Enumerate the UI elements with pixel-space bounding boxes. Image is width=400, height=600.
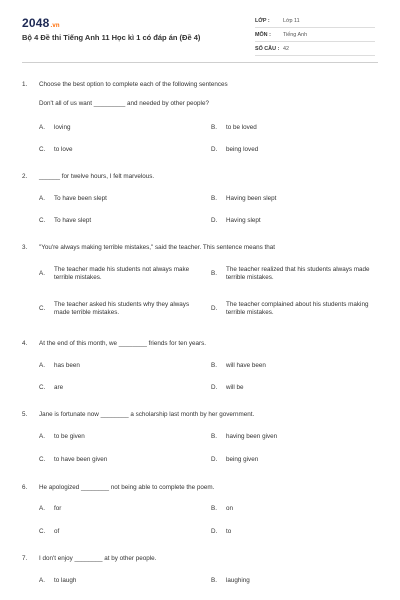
question-number: 5.	[22, 411, 28, 418]
option-a[interactable]	[39, 266, 209, 284]
meta-key: SỐ CÂU :	[255, 46, 280, 52]
option-text: having been given	[226, 433, 278, 440]
option-text: to be given	[54, 433, 85, 440]
option-text: to	[226, 528, 232, 535]
option-text: The teacher made his students not always make terrible mistakes.	[54, 266, 190, 281]
option-letter: D.	[211, 456, 218, 463]
question-subtext: Don't all of us want _________ and needed by other people?	[39, 100, 209, 107]
option-letter: A.	[39, 362, 45, 369]
option-letter: D.	[211, 384, 218, 391]
option-text: The teacher realized that his students always made terrible mistakes.	[226, 266, 370, 281]
option-text: for	[54, 505, 62, 512]
option-text: will be	[226, 384, 244, 391]
option-letter: D.	[211, 305, 218, 312]
option-letter: B.	[211, 505, 217, 512]
question-number: 4.	[22, 340, 28, 347]
option-text: To have been slept	[54, 195, 107, 202]
logo-suffix: .vn	[50, 23, 60, 29]
logo-text: 2048	[22, 16, 50, 30]
question-number: 6.	[22, 484, 28, 491]
option-text: are	[54, 384, 64, 391]
option-letter: A.	[39, 124, 45, 131]
question-text: He apologized ________ not being able to complete the poem.	[39, 484, 215, 491]
option-text: loving	[54, 124, 71, 131]
option-text: to love	[54, 146, 73, 153]
option-text: Having been slept	[226, 195, 277, 202]
question-number: 3.	[22, 244, 28, 251]
option-letter: B.	[211, 270, 217, 277]
option-letter: A.	[39, 577, 45, 584]
meta-key: LỚP :	[255, 18, 270, 24]
option-text: has been	[54, 362, 80, 369]
site-logo[interactable]	[22, 16, 60, 30]
option-letter: A.	[39, 270, 45, 277]
option-text: being loved	[226, 146, 259, 153]
meta-question-count	[255, 44, 375, 56]
option-text: to have been given	[54, 456, 108, 463]
option-letter: C.	[39, 146, 46, 153]
option-letter: C.	[39, 528, 46, 535]
meta-value: Lớp 11	[283, 18, 300, 24]
option-text: will have been	[226, 362, 266, 369]
option-letter: A.	[39, 195, 45, 202]
option-text: The teacher complained about his students making terrible mistakes.	[226, 301, 369, 316]
option-letter: D.	[211, 217, 218, 224]
option-letter: C.	[39, 217, 46, 224]
option-text: of	[54, 528, 60, 535]
option-text: To have slept	[54, 217, 92, 224]
question-number: 2.	[22, 173, 28, 180]
option-text: Having slept	[226, 217, 261, 224]
option-text: to be loved	[226, 124, 257, 131]
option-c[interactable]	[39, 301, 209, 319]
option-letter: C.	[39, 305, 46, 312]
question-text: "You're always making terrible mistakes," said the teacher. This sentence means that	[39, 244, 275, 251]
option-text: on	[226, 505, 234, 512]
question-number: 1.	[22, 81, 28, 88]
option-text: The teacher asked his students why they always made terrible mistakes.	[54, 301, 190, 316]
option-text: being given	[226, 456, 259, 463]
header-divider	[22, 62, 378, 63]
meta-key: MÔN :	[255, 32, 271, 38]
question-text: At the end of this month, we ________ friends for ten years.	[39, 340, 206, 347]
option-text: to laugh	[54, 577, 77, 584]
option-letter: B.	[211, 124, 217, 131]
meta-value: Tiếng Anh	[283, 32, 308, 38]
option-letter: C.	[39, 384, 46, 391]
option-letter: B.	[211, 195, 217, 202]
meta-value: 42	[283, 46, 289, 52]
document-title: Bộ 4 Đề thi Tiếng Anh 11 Học kì 1 có đáp án (Đề 4)	[22, 33, 201, 42]
option-b[interactable]	[211, 266, 381, 284]
option-letter: D.	[211, 146, 218, 153]
option-letter: B.	[211, 362, 217, 369]
option-letter: D.	[211, 528, 218, 535]
meta-subject	[255, 30, 375, 42]
question-text: Jane is fortunate now ________ a scholarship last month by her government.	[39, 411, 255, 418]
question-text: I don't enjoy ________ at by other people.	[39, 555, 157, 562]
option-d[interactable]	[211, 301, 381, 319]
question-number: 7.	[22, 555, 28, 562]
option-letter: B.	[211, 433, 217, 440]
option-text: laughing	[226, 577, 250, 584]
question-text: Choose the best option to complete each of the following sentences	[39, 81, 228, 88]
option-letter: B.	[211, 577, 217, 584]
option-letter: C.	[39, 456, 46, 463]
option-letter: A.	[39, 505, 45, 512]
meta-class	[255, 16, 375, 28]
question-text: ______ for twelve hours, I felt marvelous.	[39, 173, 155, 180]
option-letter: A.	[39, 433, 45, 440]
